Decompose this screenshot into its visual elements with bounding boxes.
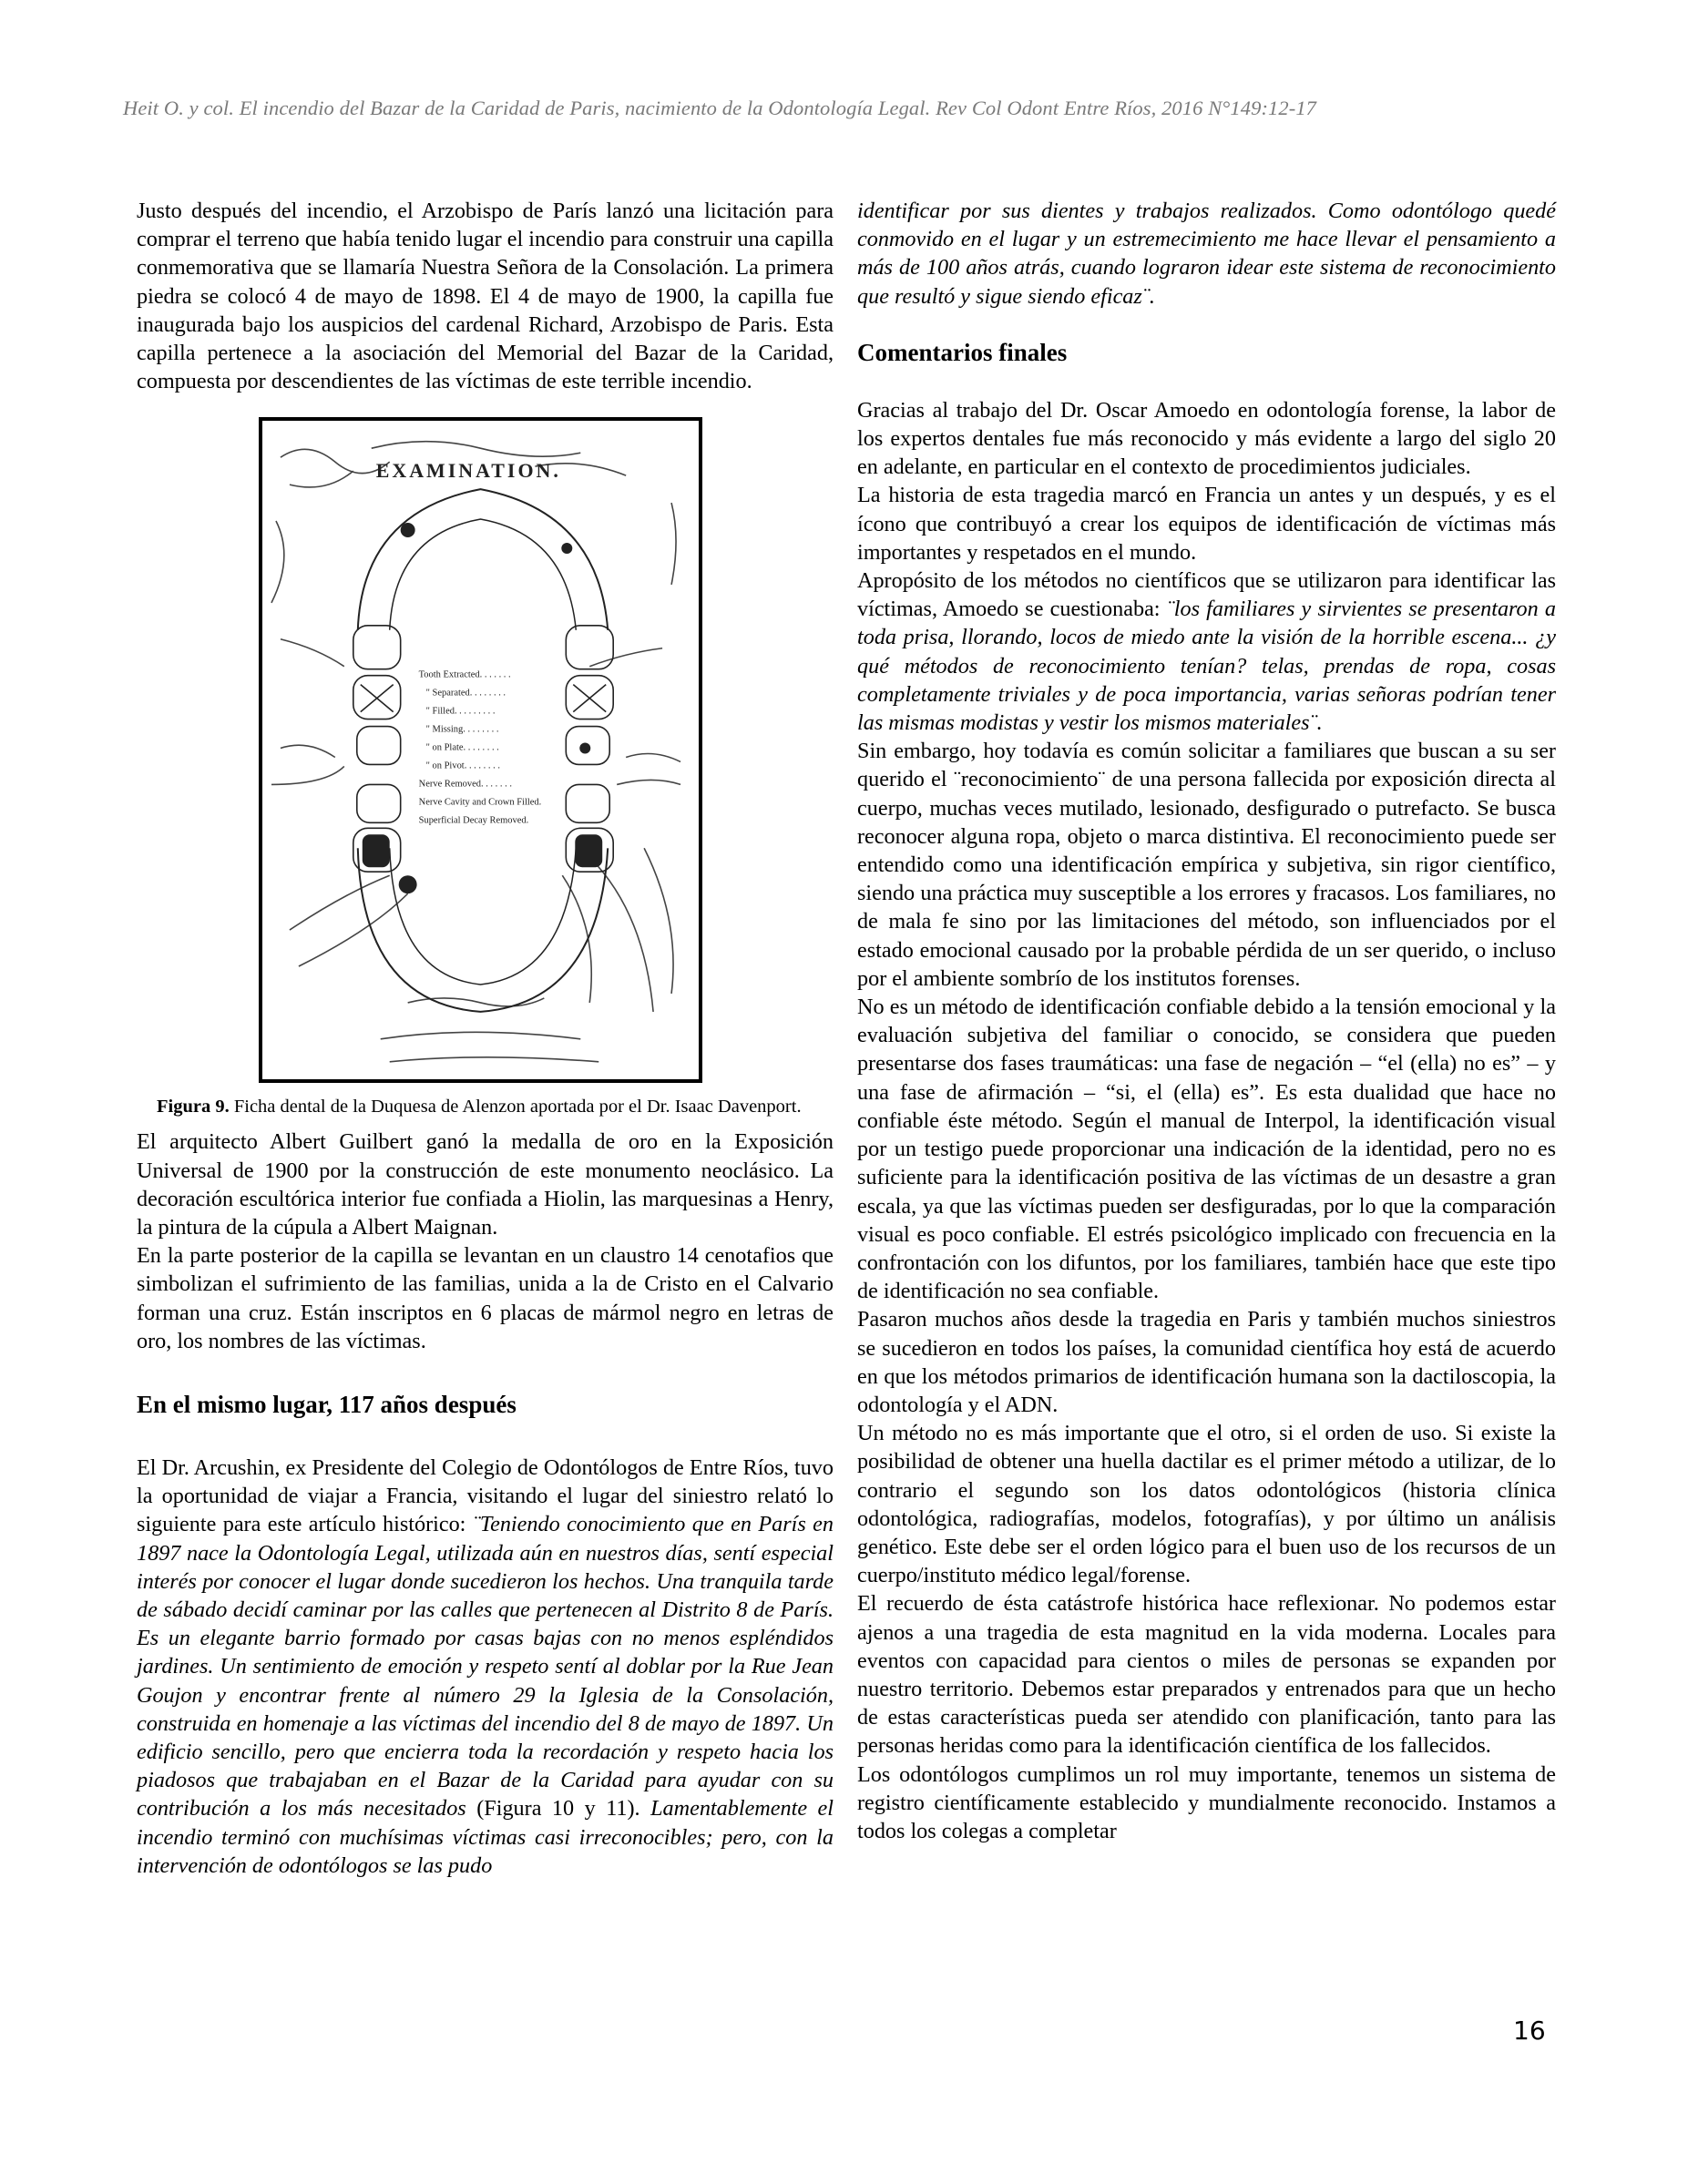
section-heading: En el mismo lugar, 117 años después xyxy=(137,1391,517,1419)
figure-header-text: EXAMINATION. xyxy=(375,459,561,483)
paragraph: Apropósito de los métodos no científicos que se utilizaron para identificar las víctimas, Amoedo se cuestionaba: ¨los familiares y sirvientes se presentaron a toda prisa, llorando, locos de miedo ante la visión de la horrible escena... ¿y qué métodos de reconocimiento tenían? telas, prendas de ropa, cosas completamente triviales y de poca importancia, varias señoras podrían tener las mismas modistas y vestir los mismos materiales¨. xyxy=(857,568,1557,736)
paragraph: No es un método de identificación confiable debido a la tensión emocional y la evaluación subjetiva del familiar o conocido, se considera que pueden presentarse dos fases traumáticas: una fase de negación – “el (ella) no es” – y una fase de afirmación – “si, el (ella) es”. Es esta dualidad que hace no confiable éste método. Según el manual de Interpol, la identificación visual por un testigo puede proporcionar una indicación de la identidad, pero no es suficiente para la identificación positiva de las víctimas de un desastre a gran escala, ya que las víctimas pueden ser desfiguradas, por lo que la comparación visual es poco confiable. El estrés psicológico implicado con frecuencia en la confrontación con los difuntos, por los familiares, también hace que este tipo de identificación no sea confiable. xyxy=(857,995,1556,1304)
svg-text:" Missing. . . . . . . .: " Missing. . . . . . . . xyxy=(425,724,499,735)
paragraph: El recuerdo de ésta catástrofe histórica hace reflexionar. No podemos estar ajenos a una tragedia de esta magnitud en la vida moderna. Locales para eventos con capacidad para cientos o miles de personas se expanden por nuestro territorio. Debemos estar preparados y entrenados para que un hecho de estas características pueda ser atendido con planificación, tanto para las personas heridas como para la identificación científica de los fallecidos. xyxy=(857,1591,1556,1759)
svg-text:" Separated. . . . . . . .: " Separated. . . . . . . . xyxy=(425,689,506,699)
paragraph: El arquitecto Albert Guilbert ganó la medalla de oro en la Exposición Universal de 1900 por la construcción de este monumento neoclásico. La decoración escultórica interior fue confiada a Hiolin, las marquesinas a Henry, la pintura de la cúpula a Albert Maignan. xyxy=(137,1129,834,1240)
paragraph: Justo después del incendio, el Arzobispo de París lanzó una licitación para comprar el terreno que había tenido lugar el incendio para construir una capilla conmemorativa que se llamaría Nuestra Señora de la Consolación. La primera piedra se colocó 4 de mayo de 1898. El 4 de mayo de 1900, la capilla fue inaugurada bajo los auspicios del cardenal Richard, Arzobispo de Paris. Esta capilla pertenece a la asociación del Memorial del Bazar de la Caridad, compuesta por descendientes de las víctimas de este terrible incendio. xyxy=(137,199,834,394)
figure-caption-label: Figura 9. xyxy=(157,1097,230,1118)
svg-text:Nerve Cavity and Crown Filled.: Nerve Cavity and Crown Filled. xyxy=(418,797,542,808)
paragraph: identificar por sus dientes y trabajos realizados. Como odontólogo quedé conmovido en el lugar y un estremecimiento me hace llevar el pensamiento a más de 100 años atrás, cuando lograron idear este sistema de reconocimiento que resultó y sigue siendo eficaz¨. xyxy=(857,199,1556,309)
running-head: Heit O. y col. El incendio del Bazar de la Caridad de Paris, nacimiento de la Odontología Legal. Rev Col Odont Entre Ríos, 2016 N°149:12-17 xyxy=(123,97,1317,119)
svg-text:" on Pivot. . . . . . . .: " on Pivot. . . . . . . . xyxy=(425,760,500,771)
left-column xyxy=(137,197,834,1880)
dental-chart-illustration xyxy=(262,421,699,1079)
page-number: 16 xyxy=(1513,2016,1546,2046)
figure-caption xyxy=(157,1094,813,1120)
paragraph: Los odontólogos cumplimos un rol muy importante, tenemos un sistema de registro científicamente establecido y mundialmente reconocido. Instamos a todos los colegas a completar xyxy=(857,1761,1556,1843)
right-column xyxy=(857,197,1556,1845)
paragraph: Un método no es más importante que el otro, si el orden de uso. Si existe la posibilidad de obtener una huella dactilar es el primer método a utilizar, de lo contrario el segundo son los datos odontológicos (historia clínica odontológica, radiografías, modelos, fotografías), y por último un análisis genético. Este debe ser el orden lógico para el buen uso de los recursos de un cuerpo/instituto médico legal/forense. xyxy=(857,1421,1556,1588)
paragraph: Sin embargo, hoy todavía es común solicitar a familiares que buscan a su ser querido el ¨reconocimiento¨ de una persona fallecida por exposición directa al cuerpo, muchas veces mutilado, lesionado, desfigurado o putrefacto. Se busca reconocer alguna ropa, objeto o marca distintiva. El reconocimiento puede ser entendido como una identificación empírica y subjetiva, sin rigor científico, siendo una práctica muy susceptible a los errores y fracasos. Los familiares, no de mala fe sino por las limitaciones del método, son influenciados por el estado emocional causado por la probable pérdida de un ser querido, o incluso por el ambiente sombrío de los institutos forenses. xyxy=(857,739,1556,991)
paragraph: La historia de esta tragedia marcó en Francia un antes y un después, y es el ícono que contribuyó a crear los equipos de identificación de víctimas más importantes y respetados en el mundo. xyxy=(857,483,1556,565)
svg-text:" on Plate. . . . . . . .: " on Plate. . . . . . . . xyxy=(425,742,499,753)
svg-text:Tooth Extracted. . . . . . .: Tooth Extracted. . . . . . . xyxy=(418,670,511,681)
paragraph: En la parte posterior de la capilla se levantan en un claustro 14 cenotafios que simbolizan el sufrimiento de las familias, unida a la de Cristo en el Calvario forman una cruz. Están inscriptos en 6 placas de mármol negro en letras de oro, los nombres de las víctimas. xyxy=(137,1243,834,1353)
svg-text:Nerve Removed. . . . . . .: Nerve Removed. . . . . . . xyxy=(418,779,512,790)
paragraph: El Dr. Arcushin, ex Presidente del Colegio de Odontólogos de Entre Ríos, tuvo la oportunidad de viajar a Francia, visitando el lugar del siniestro relató lo siguiente para este artículo histórico: ¨Teniendo conocimiento que en París en 1897 nace la Odontología Legal, utilizada aún en nuestros días, sentí especial interés por conocer el lugar donde sucedieron los hechos. Una tranquila tarde de sábado decidí caminar por las calles que pertenecen al Distrito 8 de París. Es un elegante barrio formado por casas bajas con no menos espléndidos jardines. Un sentimiento de emoción y respeto sentí al doblar por la Rue Jean Goujon y encontrar frente al número 29 la Iglesia de la Consolación, construida en homenaje a las víctimas del incendio del 8 de mayo de 1897. Un edificio sencillo, pero que encierra toda la recordación y respeto hacia los piadosos que trabajaban en el Bazar de la Caridad para ayudar con su contribución a los más necesitados (Figura 10 y 11). Lamentablemente el incendio terminó con muchísimas víctimas casi irreconocibles; pero, con la intervención de odontólogos se las pudo xyxy=(137,1455,834,1878)
svg-text:Superficial Decay Removed.: Superficial Decay Removed. xyxy=(418,815,529,826)
svg-text:" Filled. . . . . . . . .: " Filled. . . . . . . . . xyxy=(425,707,496,718)
paragraph: Pasaron muchos años desde la tragedia en Paris y también muchos siniestros se sucedieron en todos los países, la comunidad científica hoy está de acuerdo en que los métodos primarios de identificación humana son la dactiloscopia, la odontología y el ADN. xyxy=(857,1307,1556,1417)
figure-caption-text: Ficha dental de la Duquesa de Alenzon aportada por el Dr. Isaac Davenport. xyxy=(229,1097,802,1118)
figure-dental-chart xyxy=(259,417,702,1083)
section-heading: Comentarios finales xyxy=(857,338,1068,366)
paragraph: Gracias al trabajo del Dr. Oscar Amoedo en odontología forense, la labor de los expertos dentales fue más reconocido y más evidente a largo del siglo 20 en adelante, en particular en el contexto de procedimientos judiciales. xyxy=(857,397,1556,480)
